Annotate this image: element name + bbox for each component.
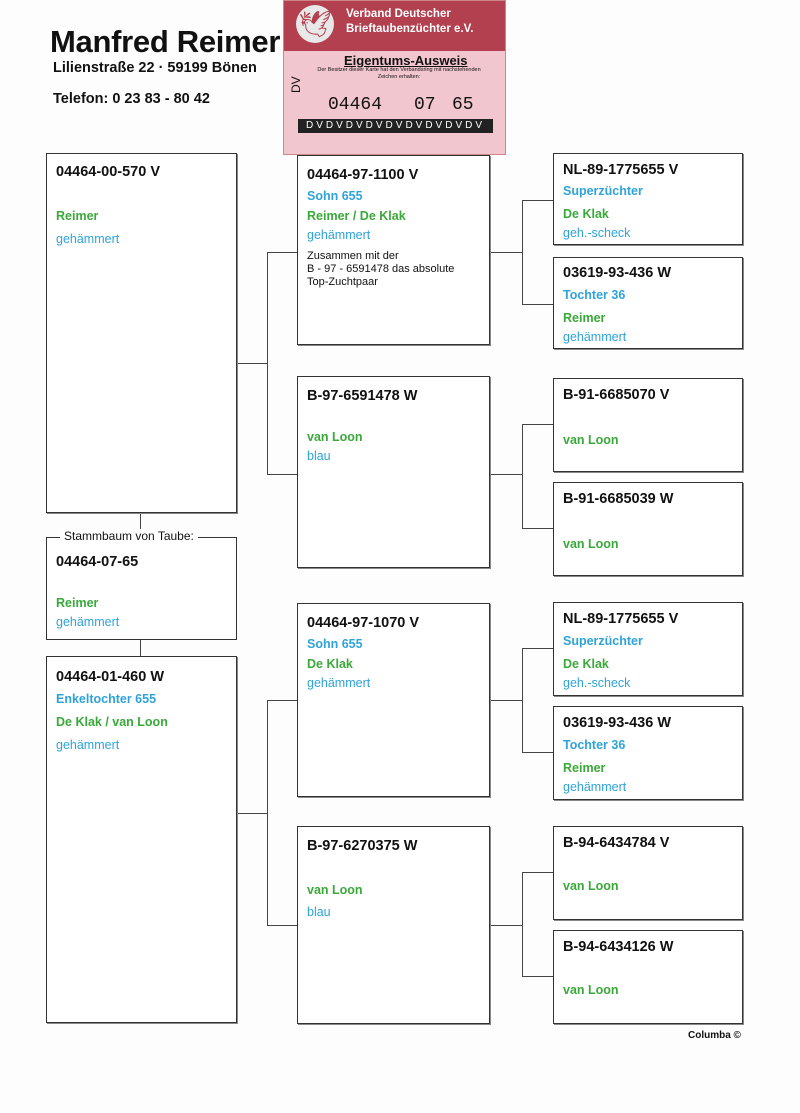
connector-ff-out bbox=[490, 252, 522, 253]
ff-note-line1: Zusammen mit der bbox=[307, 250, 399, 262]
mff-color: geh.-scheck bbox=[563, 676, 631, 690]
owner-address: Lilienstraße 22 · 59199 Bönen bbox=[53, 60, 257, 76]
mff-name: Superzüchter bbox=[563, 634, 643, 648]
connector-to-fmf bbox=[522, 424, 553, 425]
pigeon-breeder: Reimer bbox=[56, 596, 99, 610]
mfm-box bbox=[553, 706, 743, 800]
fm-color: blau bbox=[307, 449, 331, 463]
fm-box bbox=[297, 376, 490, 568]
fff-box bbox=[553, 153, 743, 245]
stamp-ring: 65 bbox=[452, 95, 474, 115]
connector-to-fmm bbox=[522, 528, 553, 529]
fmf-breeder: van Loon bbox=[563, 433, 619, 447]
mfm-breeder: Reimer bbox=[563, 761, 606, 775]
ffm-name: Tochter 36 bbox=[563, 288, 626, 302]
mf-name: Sohn 655 bbox=[307, 637, 363, 651]
fmm-breeder: van Loon bbox=[563, 537, 619, 551]
connector-father-vert bbox=[267, 252, 268, 474]
connector-to-mff bbox=[522, 648, 553, 649]
stamp-org-line2: Brieftaubenzüchter e.V. bbox=[346, 23, 474, 35]
pigeon-box bbox=[46, 537, 237, 640]
pedigree-caption: Stammbaum von Taube: bbox=[60, 529, 198, 543]
ff-ring: 04464-97-1100 V bbox=[307, 167, 419, 183]
connector-fm-vert bbox=[522, 424, 523, 528]
mother-breeder: De Klak / van Loon bbox=[56, 715, 168, 729]
ff-note-line2: B - 97 - 6591478 das absolute bbox=[307, 263, 455, 275]
connector-to-mf bbox=[267, 700, 297, 701]
fmm-ring: B-91-6685039 W bbox=[563, 491, 674, 507]
stamp-title: Eigentums-Ausweis bbox=[344, 53, 468, 68]
connector-to-mm bbox=[267, 925, 297, 926]
stamp-fine-print: Der Besitzer dieser Karte hat den Verbandsring mit nachstehenden Zeichen erhalten: bbox=[317, 67, 481, 80]
stamp-org-line1: Verband Deutscher bbox=[346, 8, 451, 20]
connector-to-fff bbox=[522, 200, 553, 201]
mf-color: gehämmert bbox=[307, 676, 371, 690]
dove-icon: 🕊 bbox=[296, 5, 334, 43]
mmf-breeder: van Loon bbox=[563, 879, 619, 893]
stamp-band: DVDVDVDVDVDVDVDVDV bbox=[298, 119, 493, 133]
connector-mf-vert bbox=[522, 648, 523, 752]
mmm-ring: B-94-6434126 W bbox=[563, 939, 674, 955]
ffm-ring: 03619-93-436 W bbox=[563, 265, 672, 281]
father-box bbox=[46, 153, 237, 513]
ff-note bbox=[307, 250, 487, 289]
mmf-ring: B-94-6434784 V bbox=[563, 835, 670, 851]
father-color: gehämmert bbox=[56, 232, 120, 246]
ff-box bbox=[297, 155, 490, 345]
ff-color: gehämmert bbox=[307, 228, 371, 242]
stamp-organization bbox=[346, 7, 473, 37]
fff-breeder: De Klak bbox=[563, 207, 609, 221]
connector-mm-vert bbox=[522, 872, 523, 976]
ffm-breeder: Reimer bbox=[563, 311, 606, 325]
fff-ring: NL-89-1775655 V bbox=[563, 162, 679, 178]
connector-mf-out bbox=[490, 700, 522, 701]
stamp-header bbox=[284, 1, 505, 51]
mother-box bbox=[46, 656, 237, 1023]
mf-breeder: De Klak bbox=[307, 657, 353, 671]
connector-mother-vert bbox=[267, 700, 268, 925]
ffm-color: gehämmert bbox=[563, 330, 627, 344]
connector-to-ffm bbox=[522, 304, 553, 305]
stamp-year: 07 bbox=[414, 95, 436, 115]
connector-to-mmm bbox=[522, 976, 553, 977]
pigeon-color: gehämmert bbox=[56, 615, 120, 629]
connector-to-mfm bbox=[522, 752, 553, 753]
connector-fm-out bbox=[490, 474, 522, 475]
mf-ring: 04464-97-1070 V bbox=[307, 615, 420, 631]
mf-box bbox=[297, 603, 490, 797]
connector-mother-out bbox=[237, 813, 267, 814]
connector-pigeon-mother bbox=[140, 639, 141, 656]
stamp-number: 04464 bbox=[328, 95, 383, 115]
connector-father-out bbox=[237, 363, 267, 364]
fmm-box bbox=[553, 482, 743, 576]
footer-credit: Columba © bbox=[688, 1030, 741, 1041]
father-ring: 04464-00-570 V bbox=[56, 164, 160, 180]
mff-breeder: De Klak bbox=[563, 657, 609, 671]
mm-ring: B-97-6270375 W bbox=[307, 838, 418, 854]
stamp-prefix: DV bbox=[289, 76, 303, 93]
mfm-name: Tochter 36 bbox=[563, 738, 626, 752]
ff-breeder: Reimer / De Klak bbox=[307, 209, 406, 223]
mm-color: blau bbox=[307, 905, 331, 919]
fm-breeder: van Loon bbox=[307, 430, 363, 444]
mfm-ring: 03619-93-436 W bbox=[563, 715, 672, 731]
mother-color: gehämmert bbox=[56, 738, 120, 752]
mother-ring: 04464-01-460 W bbox=[56, 669, 165, 685]
mm-box bbox=[297, 826, 490, 1024]
pigeon-ring: 04464-07-65 bbox=[56, 554, 139, 570]
fmf-ring: B-91-6685070 V bbox=[563, 387, 670, 403]
mmm-box bbox=[553, 930, 743, 1024]
connector-to-mmf bbox=[522, 872, 553, 873]
mff-box bbox=[553, 602, 743, 696]
connector-to-ff bbox=[267, 252, 297, 253]
ffm-box bbox=[553, 257, 743, 349]
connector-ff-vert bbox=[522, 200, 523, 304]
fmf-box bbox=[553, 378, 743, 472]
fff-name: Superzüchter bbox=[563, 184, 643, 198]
fm-ring: B-97-6591478 W bbox=[307, 388, 418, 404]
mmf-box bbox=[553, 826, 743, 920]
father-breeder: Reimer bbox=[56, 209, 99, 223]
mm-breeder: van Loon bbox=[307, 883, 363, 897]
mfm-color: gehämmert bbox=[563, 780, 627, 794]
connector-mm-out bbox=[490, 925, 522, 926]
mff-ring: NL-89-1775655 V bbox=[563, 611, 679, 627]
connector-to-fm bbox=[267, 474, 297, 475]
ownership-stamp bbox=[283, 0, 506, 155]
mmm-breeder: van Loon bbox=[563, 983, 619, 997]
owner-phone: Telefon: 0 23 83 - 80 42 bbox=[53, 91, 210, 107]
owner-name: Manfred Reimer bbox=[50, 24, 281, 59]
fff-color: geh.-scheck bbox=[563, 226, 631, 240]
mother-name: Enkeltochter 655 bbox=[56, 692, 157, 706]
ff-note-line3: Top-Zuchtpaar bbox=[307, 276, 378, 288]
ff-name: Sohn 655 bbox=[307, 189, 363, 203]
